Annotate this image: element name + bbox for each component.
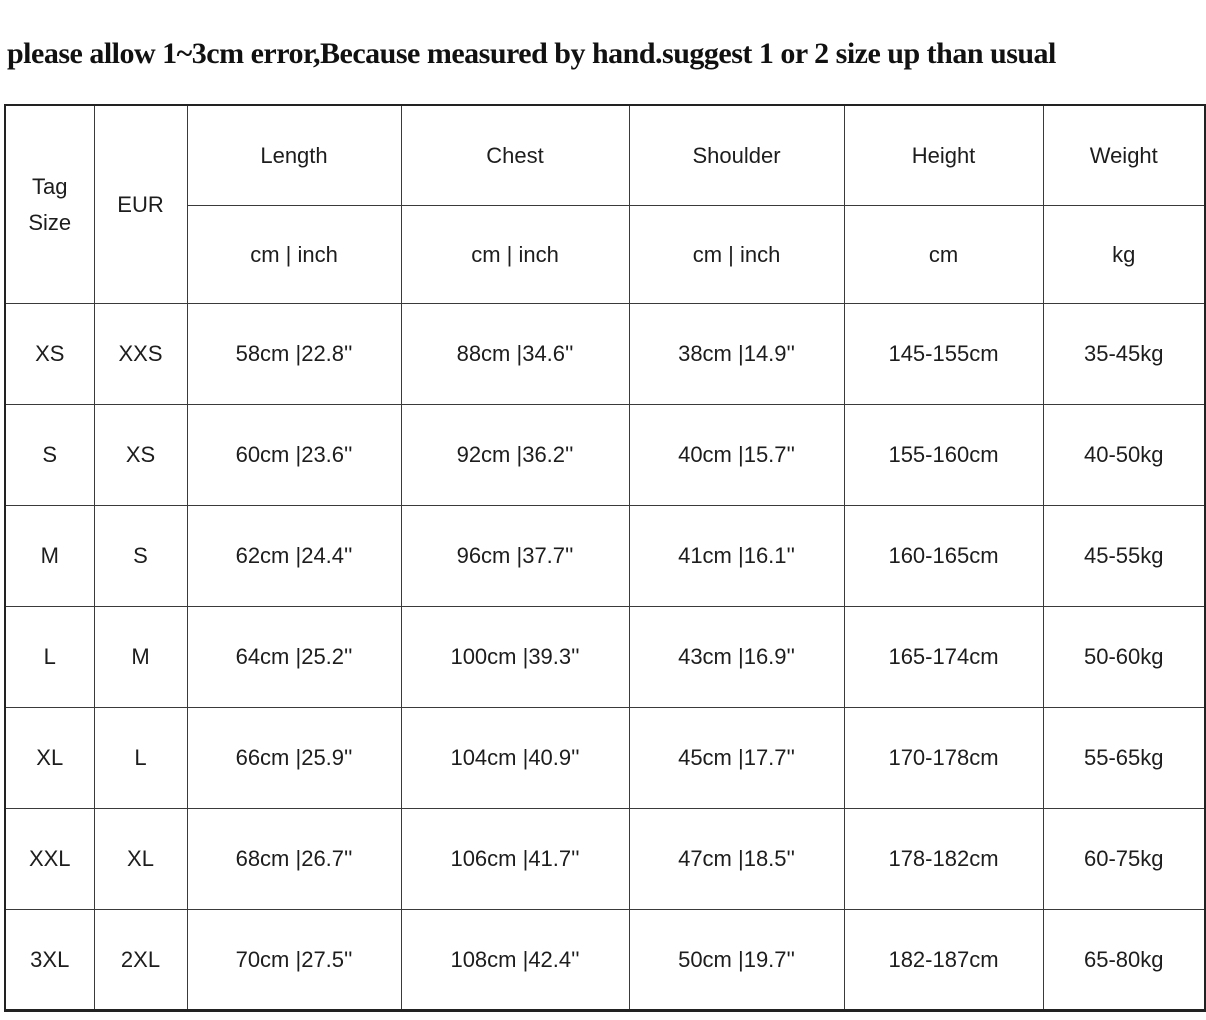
table-cell: 41cm |16.1'' bbox=[629, 506, 844, 607]
column-header-length: Length bbox=[187, 105, 401, 206]
table-cell: 145-155cm bbox=[844, 304, 1043, 405]
table-cell: L bbox=[5, 607, 94, 708]
table-cell: 43cm |16.9'' bbox=[629, 607, 844, 708]
column-unit-chest: cm | inch bbox=[401, 206, 629, 304]
table-cell: 45cm |17.7'' bbox=[629, 708, 844, 809]
table-cell: 68cm |26.7'' bbox=[187, 809, 401, 910]
table-cell: XS bbox=[94, 405, 187, 506]
size-chart-table bbox=[4, 104, 1206, 1012]
column-unit-shoulder: cm | inch bbox=[629, 206, 844, 304]
table-cell: 58cm |22.8'' bbox=[187, 304, 401, 405]
table-row bbox=[5, 506, 1205, 607]
table-cell: 165-174cm bbox=[844, 607, 1043, 708]
table-cell: 88cm |34.6'' bbox=[401, 304, 629, 405]
table-cell: 50cm |19.7'' bbox=[629, 910, 844, 1011]
column-header-chest: Chest bbox=[401, 105, 629, 206]
table-cell: 108cm |42.4'' bbox=[401, 910, 629, 1011]
table-cell: XXS bbox=[94, 304, 187, 405]
table-cell: M bbox=[94, 607, 187, 708]
table-cell: 40cm |15.7'' bbox=[629, 405, 844, 506]
table-cell: 100cm |39.3'' bbox=[401, 607, 629, 708]
table-cell: S bbox=[5, 405, 94, 506]
table-cell: 92cm |36.2'' bbox=[401, 405, 629, 506]
column-header-height: Height bbox=[844, 105, 1043, 206]
column-unit-length: cm | inch bbox=[187, 206, 401, 304]
table-cell: S bbox=[94, 506, 187, 607]
tag-size-label-line1: Tag bbox=[32, 173, 68, 199]
table-row bbox=[5, 708, 1205, 809]
column-header-weight: Weight bbox=[1043, 105, 1205, 206]
table-body bbox=[5, 304, 1205, 1011]
table-cell: XS bbox=[5, 304, 94, 405]
table-cell: 35-45kg bbox=[1043, 304, 1205, 405]
table-row bbox=[5, 607, 1205, 708]
page-title: please allow 1~3cm error,Because measured by hand.suggest 1 or 2 size up than usual bbox=[7, 37, 1056, 70]
table-cell: 40-50kg bbox=[1043, 405, 1205, 506]
table-cell: 66cm |25.9'' bbox=[187, 708, 401, 809]
table-cell: M bbox=[5, 506, 94, 607]
table-cell: 64cm |25.2'' bbox=[187, 607, 401, 708]
table-cell: 60cm |23.6'' bbox=[187, 405, 401, 506]
table-cell: 155-160cm bbox=[844, 405, 1043, 506]
table-cell: 60-75kg bbox=[1043, 809, 1205, 910]
table-cell: 70cm |27.5'' bbox=[187, 910, 401, 1011]
header-row-labels bbox=[5, 105, 1205, 206]
table-cell: 65-80kg bbox=[1043, 910, 1205, 1011]
table-cell: 45-55kg bbox=[1043, 506, 1205, 607]
table-cell: 178-182cm bbox=[844, 809, 1043, 910]
table-row bbox=[5, 304, 1205, 405]
table-cell: 50-60kg bbox=[1043, 607, 1205, 708]
table-header bbox=[5, 105, 1205, 304]
table-row bbox=[5, 910, 1205, 1011]
table-cell: 182-187cm bbox=[844, 910, 1043, 1011]
table-cell: XL bbox=[5, 708, 94, 809]
table-cell: 104cm |40.9'' bbox=[401, 708, 629, 809]
table-cell: 38cm |14.9'' bbox=[629, 304, 844, 405]
column-header-tag-size bbox=[5, 105, 94, 304]
column-header-eur: EUR bbox=[94, 105, 187, 304]
tag-size-label-line2: Size bbox=[28, 209, 72, 235]
table-cell: 96cm |37.7'' bbox=[401, 506, 629, 607]
table-cell: 170-178cm bbox=[844, 708, 1043, 809]
table-row bbox=[5, 809, 1205, 910]
column-unit-height: cm bbox=[844, 206, 1043, 304]
table-cell: 62cm |24.4'' bbox=[187, 506, 401, 607]
table-cell: XL bbox=[94, 809, 187, 910]
table-cell: 160-165cm bbox=[844, 506, 1043, 607]
column-header-shoulder: Shoulder bbox=[629, 105, 844, 206]
table-cell: 106cm |41.7'' bbox=[401, 809, 629, 910]
column-unit-weight: kg bbox=[1043, 206, 1205, 304]
table-cell: XXL bbox=[5, 809, 94, 910]
table-row bbox=[5, 405, 1205, 506]
table-cell: 47cm |18.5'' bbox=[629, 809, 844, 910]
table-cell: 3XL bbox=[5, 910, 94, 1011]
table-cell: L bbox=[94, 708, 187, 809]
table-cell: 2XL bbox=[94, 910, 187, 1011]
table-cell: 55-65kg bbox=[1043, 708, 1205, 809]
